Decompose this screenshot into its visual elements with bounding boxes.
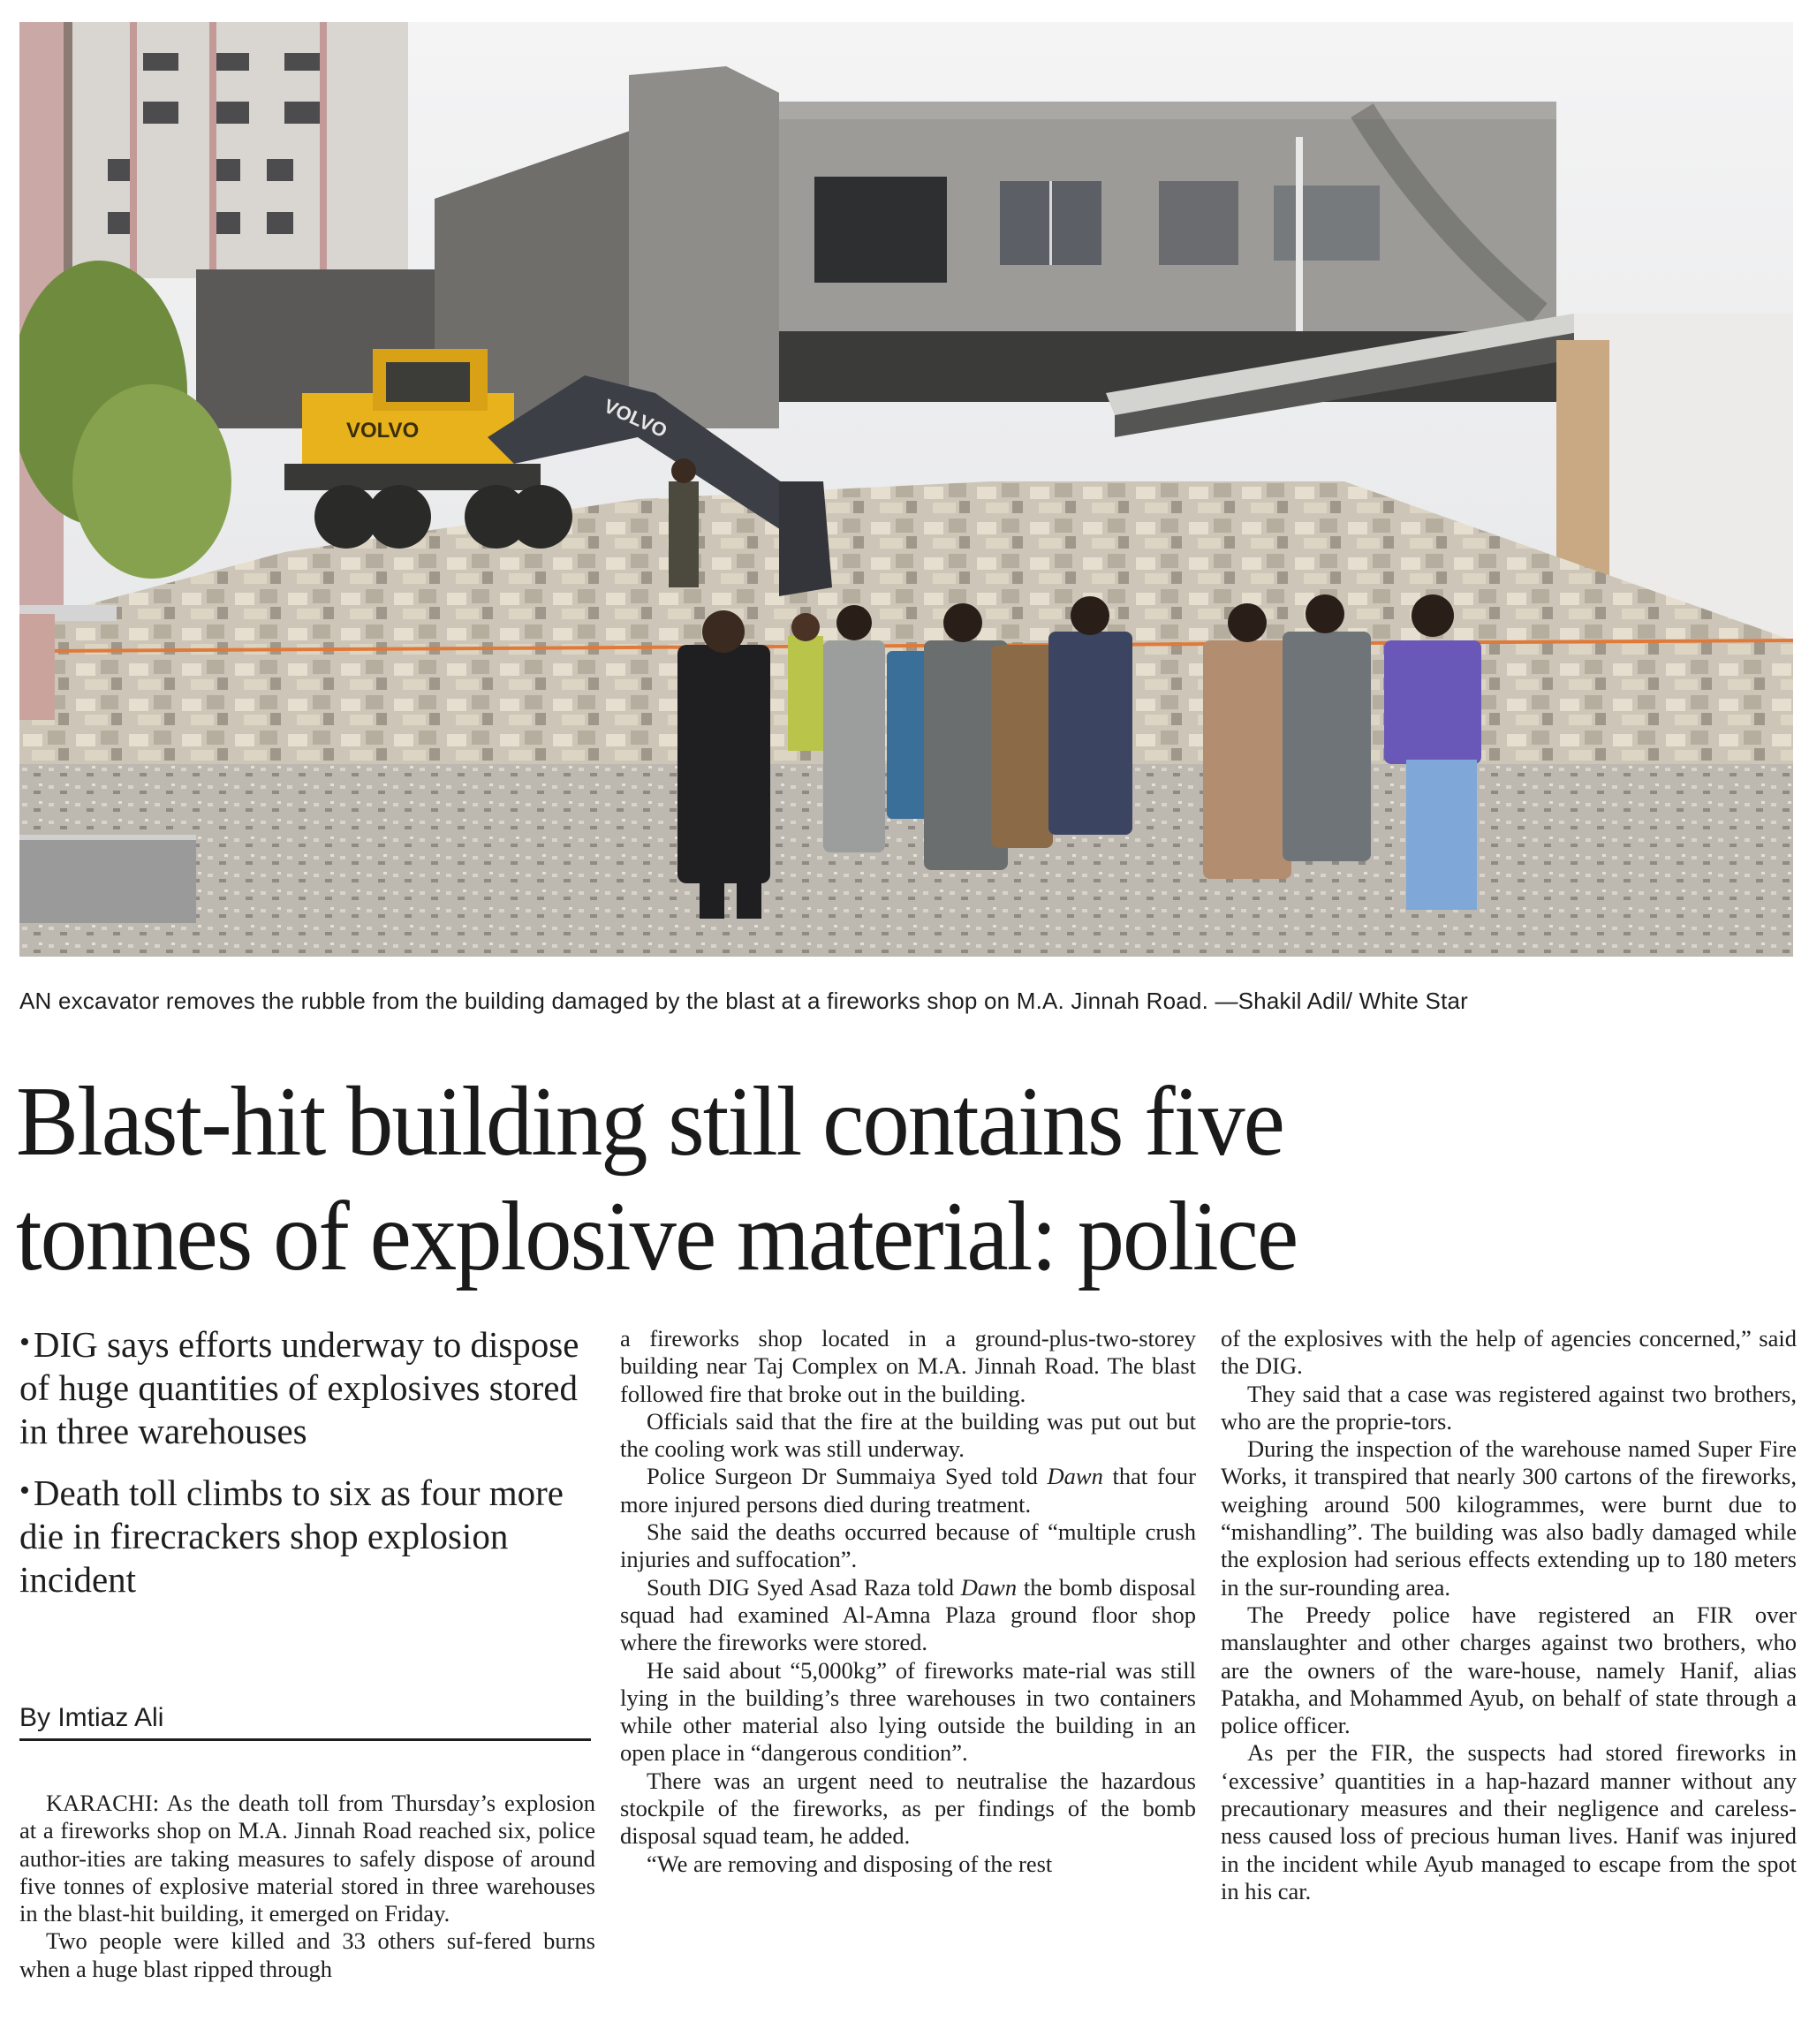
paragraph: Officials said that the fire at the building was put out but the cooling work was still underway. — [620, 1407, 1196, 1463]
publication-name: Dawn — [960, 1573, 1018, 1601]
paragraph — [620, 1463, 1196, 1518]
svg-text:VOLVO: VOLVO — [600, 394, 671, 443]
subheadline-decks — [19, 1321, 594, 1617]
headline — [16, 1064, 1711, 1294]
deck-item — [19, 1321, 594, 1453]
paragraph: During the inspection of the warehouse named Super Fire Works, it transpired that nearly 300 cartons of the fireworks, weighing around 500 kilogrammes, were burnt due to “mishandling”. The building was also badly damaged while the explosion had serious effects extending up to 180 meters in the sur-rounding area. — [1221, 1435, 1797, 1601]
photo-caption: AN excavator removes the rubble from the building damaged by the blast at a fireworks shop on M.A. Jinnah Road. —Shakil Adil/ White Star — [19, 988, 1469, 1014]
photo-illustration — [19, 22, 1793, 957]
bullet-icon: • — [19, 1474, 30, 1507]
paragraph: As per the FIR, the suspects had stored fireworks in ‘excessive’ quantities in a hap-hazard manner without any precautionary measures and their negligence and careless-ness caused loss of precious human lives. Hanif was injured in the incident while Ayub managed to escape from the spot in his car. — [1221, 1739, 1797, 1904]
paragraph-text: South DIG Syed Asad Raza told — [647, 1573, 961, 1601]
paragraph: KARACHI: As the death toll from Thursday’s explosion at a fireworks shop on M.A. Jinnah Road reached six, police author-ities are taking measures to safely dispose of around five tonnes of explosive material stored in three warehouses in the blast-hit building, it emerged on Friday. — [19, 1790, 595, 1927]
deck-item — [19, 1469, 594, 1601]
paragraph-text: the bomb disposal squad had examined Al-Amna Plaza ground floor shop where the fireworks were stored. — [620, 1573, 1197, 1656]
headline-line-2: tonnes of explosive material: police — [16, 1182, 1298, 1291]
paragraph: a fireworks shop located in a ground-plus-two-storey building near Taj Complex on M.A. Jinnah Road. The blast followed fire that broke out in the building. — [620, 1325, 1196, 1407]
deck-text: DIG says efforts underway to dispose of huge quantities of explosives stored in three warehouses — [19, 1324, 579, 1451]
publication-name: Dawn — [1047, 1463, 1103, 1490]
article-column-2 — [620, 1325, 1196, 1878]
svg-text:VOLVO: VOLVO — [346, 419, 420, 443]
paragraph — [620, 1574, 1196, 1657]
paragraph: There was an urgent need to neutralise the hazardous stockpile of the fireworks, as per findings of the bomb disposal squad team, he added. — [620, 1767, 1196, 1850]
paragraph: “We are removing and disposing of the rest — [647, 1850, 1053, 1877]
bullet-icon: • — [19, 1326, 30, 1359]
headline-line-1: Blast-hit building still contains five — [16, 1067, 1284, 1177]
article-column-3 — [1221, 1325, 1797, 1905]
paragraph: They said that a case was registered against two brothers, who are the proprie-tors. — [1221, 1380, 1797, 1435]
byline: By Imtiaz Ali — [19, 1703, 164, 1732]
article-column-1 — [19, 1790, 595, 1983]
paragraph-text: that four more injured persons died during treatment. — [620, 1463, 1197, 1518]
paragraph-text: Police Surgeon Dr Summaiya Syed told — [647, 1463, 1048, 1490]
paragraph: Two people were killed and 33 others suf-fered burns when a huge blast ripped through — [19, 1927, 595, 1982]
deck-text: Death toll climbs to six as four more die in firecrackers shop explosion incident — [19, 1472, 564, 1600]
paragraph: of the explosives with the help of agencies concerned,” said the DIG. — [1221, 1325, 1797, 1380]
paragraph: She said the deaths occurred because of “multiple crush injuries and suffocation”. — [620, 1518, 1196, 1573]
byline-divider — [19, 1738, 591, 1741]
paragraph: He said about “5,000kg” of fireworks mate-rial was still lying in the building’s three warehouses in two containers while other material also lying outside the building in an open place in “dangerous condition”. — [620, 1656, 1196, 1767]
paragraph: The Preedy police have registered an FIR over manslaughter and other charges against two brothers, who are the owners of the ware-house, namely Hanif, alias Patakha, and Mohammed Ayub, on behalf of state through a police officer. — [1221, 1601, 1797, 1739]
news-photo — [19, 22, 1793, 957]
